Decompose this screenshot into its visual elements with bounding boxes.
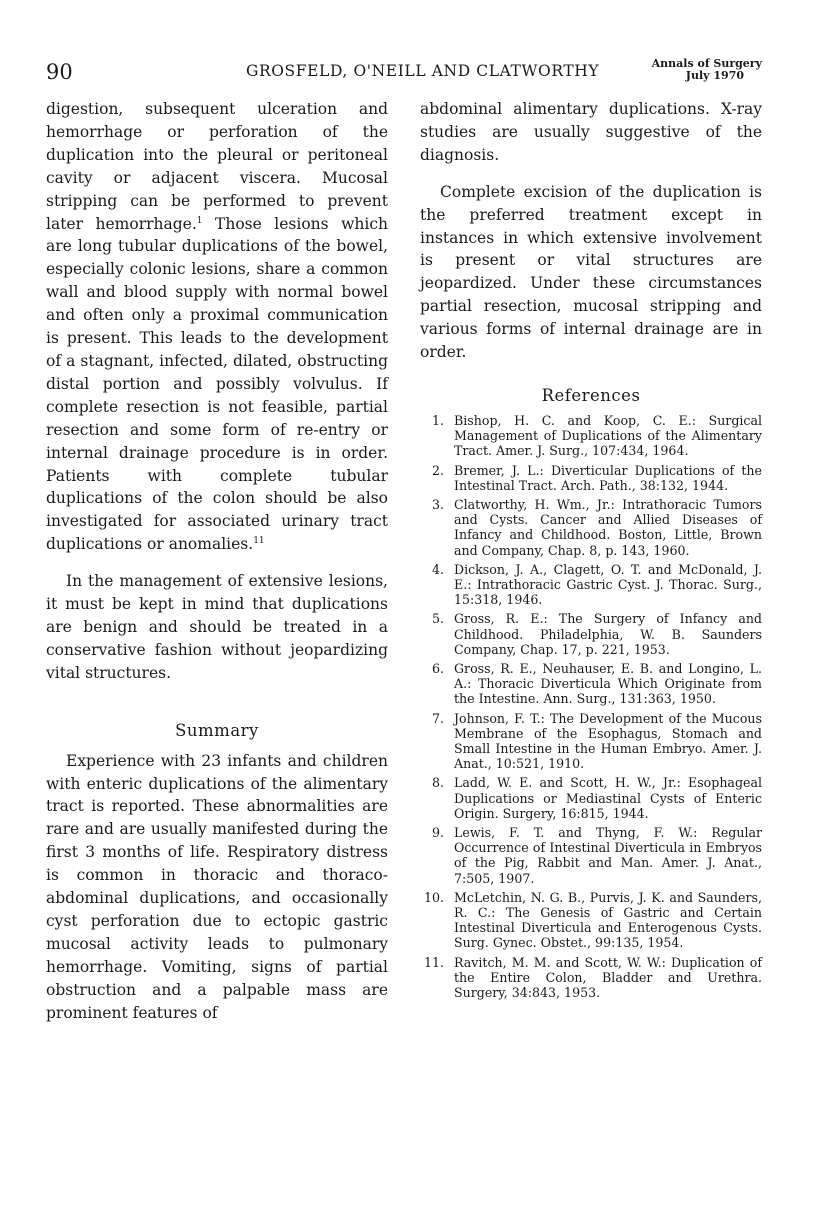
reference-text: Ladd, W. E. and Scott, H. W., Jr.: Esophageal Duplications or Mediastinal Cysts of Enteric Origin. Surgery, 16:815, 1944.	[454, 775, 762, 821]
reference-item	[420, 890, 762, 951]
reference-text: McLetchin, N. G. B., Purvis, J. K. and Saunders, R. C.: The Genesis of Gastric and Certain Intestinal Diverticula and Enterogenous Cysts. Surg. Gynec. Obstet., 99:135, 1954.	[454, 889, 762, 951]
page-header	[46, 58, 762, 92]
reference-text: Ravitch, M. M. and Scott, W. W.: Duplication of the Entire Colon, Bladder and Urethra. Surgery, 34:843, 1953.	[454, 954, 762, 1001]
reference-text: Lewis, F. T. and Thyng, F. W.: Regular Occurrence of Intestinal Diverticula in Embryos of the Pig, Rabbit and Man. Amer. J. Anat., 7:505, 1907.	[454, 825, 762, 886]
reference-text: Clatworthy, H. Wm., Jr.: Intrathoracic Tumors and Cysts. Cancer and Allied Diseases of Infancy and Childhood. Boston, Little, Brown and Company, Chap. 8, p. 143, 1960.	[454, 496, 762, 558]
journal-info	[652, 58, 762, 82]
reference-text: Bishop, H. C. and Koop, C. E.: Surgical Management of Duplications of the Alimentary Tract. Amer. J. Surg., 107:434, 1964.	[454, 412, 762, 459]
reference-number: 1.	[431, 412, 444, 428]
body-paragraph: abdominal alimentary duplications. X-ray studies are usually suggestive of the diagnosis.	[420, 100, 762, 164]
left-column	[46, 98, 388, 1025]
references-heading: References	[541, 385, 641, 405]
page-number: 90	[46, 60, 73, 84]
reference-text: Johnson, F. T.: The Development of the Mucous Membrane of the Esophagus, Stomach and Small Intestine in the Human Embryo. Amer. J. Anat., 10:521, 1910.	[454, 710, 762, 772]
reference-number: 10.	[423, 889, 444, 905]
right-column	[420, 98, 762, 1004]
journal-name: Annals of Surgery	[651, 57, 762, 70]
reference-number: 4.	[431, 561, 444, 577]
reference-number: 5.	[431, 611, 444, 627]
reference-item	[420, 711, 762, 772]
reference-item	[420, 562, 762, 608]
reference-item	[420, 775, 762, 821]
reference-item	[420, 413, 762, 459]
reference-number: 7.	[431, 710, 444, 726]
reference-number: 9.	[431, 825, 444, 841]
citation: 1	[196, 215, 203, 226]
paragraph-text: Those lesions which are long tubular duplications of the bowel, especially colonic lesions, share a common wall and blood supply with normal bowel and often only a proximal communication is present. This leads to the development of a stagnant, infected, dilated, obstructing distal portion and possibly volvulus. If complete resection is not feasible, partial resection and some form of re-entry or internal drainage procedure is in order. Patients with complete tubular duplications of the colon should be also investigated for associated urinary tract duplications or anomalies.	[46, 214, 388, 554]
running-title: GROSFELD, O'NEILL AND CLATWORTHY	[246, 62, 600, 80]
body-paragraph	[46, 98, 388, 556]
reference-item	[420, 825, 762, 886]
reference-text: Gross, R. E.: The Surgery of Infancy and Childhood. Philadelphia, W. B. Saunders Company, Chap. 17, p. 221, 1953.	[454, 611, 762, 657]
paragraph-text: digestion, subsequent ulceration and hemorrhage or perforation of the duplication into the pleural or peritoneal cavity or adjacent viscera. Mucosal stripping can be performed to prevent later hemorrhage.	[46, 100, 388, 233]
reference-item	[420, 497, 762, 558]
reference-text: Gross, R. E., Neuhauser, E. B. and Longino, L. A.: Thoracic Diverticula Which Originate from the Intestine. Ann. Surg., 131:363, 1950.	[454, 661, 762, 707]
reference-number: 2.	[431, 462, 444, 478]
reference-item	[420, 955, 762, 1001]
reference-item	[420, 463, 762, 493]
reference-number: 8.	[431, 775, 444, 791]
reference-text: Dickson, J. A., Clagett, O. T. and McDonald, J. E.: Intrathoracic Gastric Cyst. J. Thorac. Surg., 15:318, 1946.	[454, 561, 762, 608]
reference-list	[420, 413, 762, 1000]
summary-heading: Summary	[175, 720, 259, 740]
reference-text: Bremer, J. L.: Diverticular Duplications of the Intestinal Tract. Arch. Path., 38:132, 1944.	[454, 462, 762, 493]
reference-number: 6.	[431, 661, 444, 677]
issue-date: July 1970	[685, 69, 744, 82]
reference-number: 11.	[423, 954, 444, 970]
reference-item	[420, 661, 762, 707]
reference-number: 3.	[431, 496, 444, 512]
body-paragraph: Complete excision of the duplication is the preferred treatment except in instances in which extensive involvement is present or vital structures are jeopardized. Under these circumstances partial resection, mucosal stripping and various forms of internal drainage are in order.	[420, 182, 762, 362]
summary-paragraph: Experience with 23 infants and children with enteric duplications of the alimentary tract is reported. These abnormalities are rare and are usually manifested during the first 3 months of life. Respiratory distress is common in thoracic and thoraco-abdominal duplications, and occasionally cyst perforation due to ectopic gastric mucosal activity leads to pulmonary hemorrhage. Vomiting, signs of partial obstruction and a palpable mass are prominent features of	[46, 751, 388, 1022]
body-paragraph: In the management of extensive lesions, it must be kept in mind that duplications are benign and should be treated in a conservative fashion without jeopardizing vital structures.	[46, 572, 388, 682]
citation: 11	[253, 536, 265, 547]
reference-item	[420, 611, 762, 657]
